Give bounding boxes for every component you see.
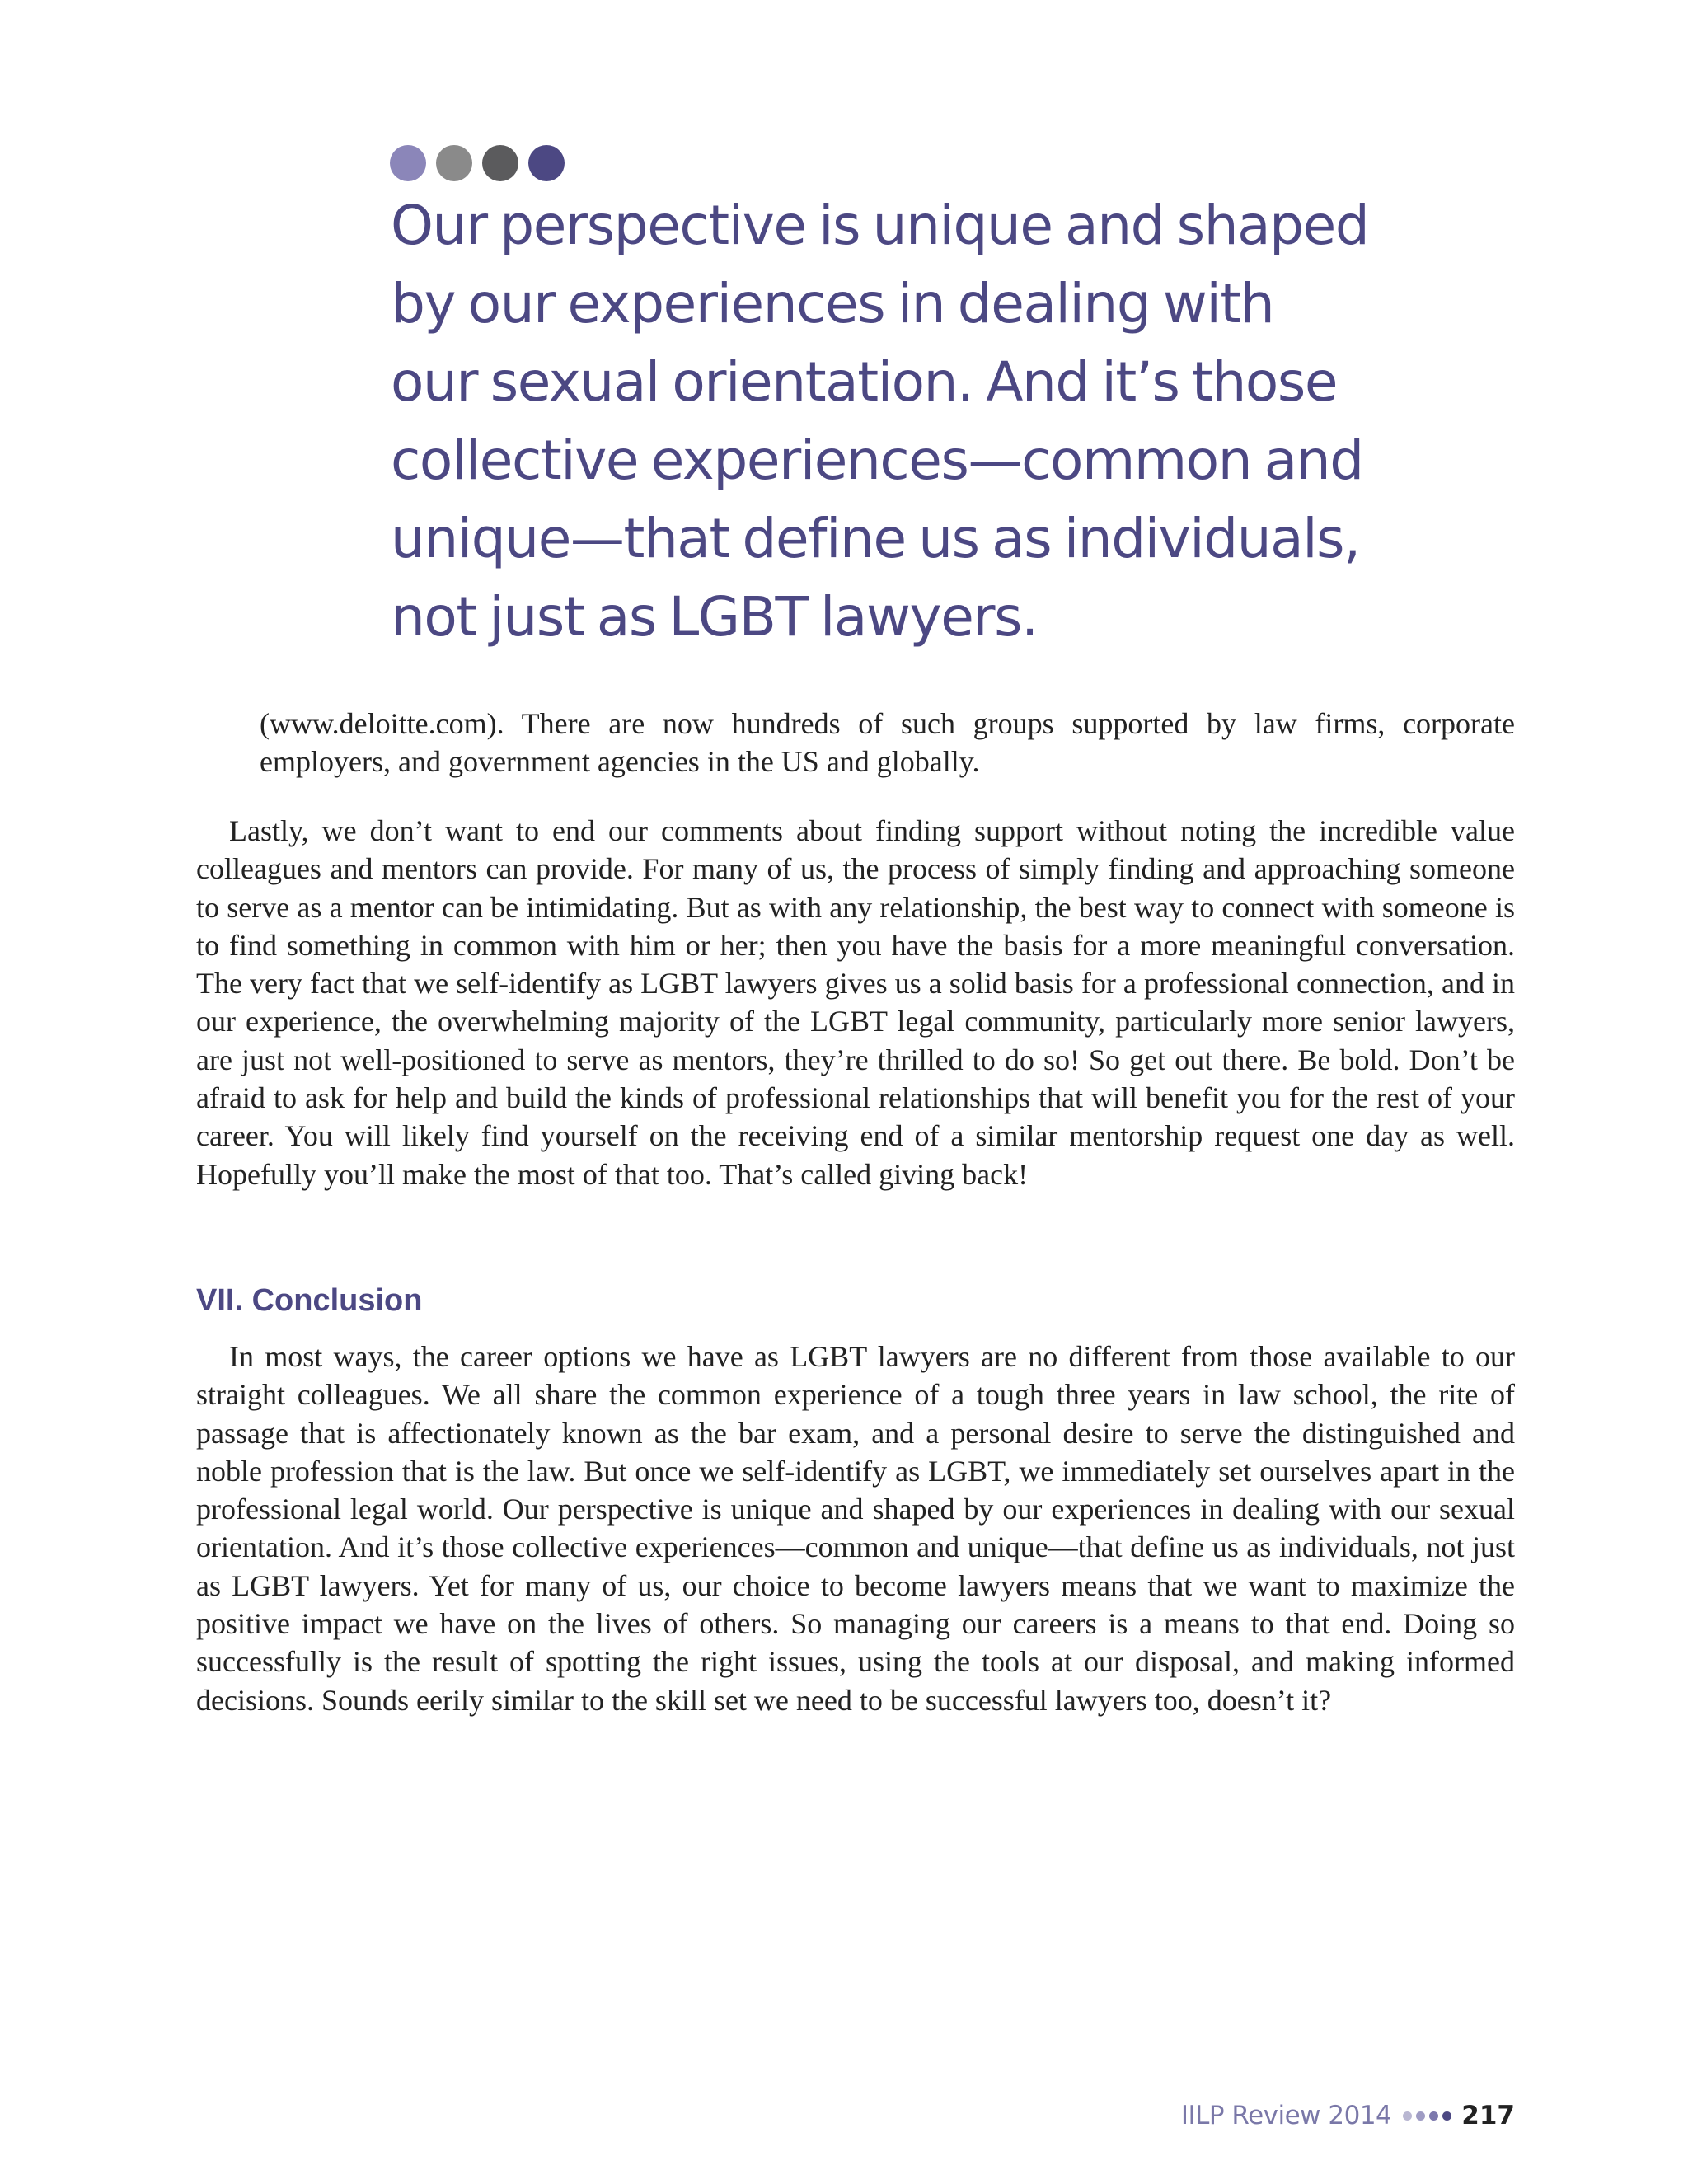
pull-quote-line: our sexual orientation. And it’s those (391, 350, 1338, 414)
page-number: 217 (1461, 2101, 1515, 2130)
pull-quote-line: collective experiences—common and (391, 429, 1363, 492)
section-heading: VII. Conclusion (196, 1283, 423, 1318)
footer-dot-4 (1442, 2111, 1451, 2121)
footer-dot-1 (1403, 2111, 1412, 2121)
footer-dots (1403, 2111, 1451, 2121)
decorative-dot-4 (528, 145, 565, 181)
pull-quote-line: unique—that define us as individuals, (391, 507, 1360, 570)
pull-quote-line: not just as LGBT lawyers. (391, 585, 1038, 649)
mentorship-paragraph: Lastly, we don’t want to end our comments about finding support without noting the incredible value colleagues and mentors can provide. For many of us, the process of simply finding and approaching someone to serve as a mentor can be intimidating. But as with any relationship, the best way to connect with someone is to find something in common with him or her; then you have the basis for a more meaningful conversation. The very fact that we self-identify as LGBT lawyers gives us a solid basis for a professional connection, and in our experience, the overwhelming majority of the LGBT legal community, particularly more senior lawyers, are just not well-positioned to serve as mentors, they’re thrilled to do so! So get out there. Be bold. Don’t be afraid to ask for help and build the kinds of professional relationships that will benefit you for the rest of your career. You will likely find yourself on the receiving end of a similar mentorship request one day as well. Hopefully you’ll make the most of that too. That’s called giving back! (196, 814, 1515, 1191)
pull-quote-dots (390, 145, 565, 181)
footer-dot-2 (1416, 2111, 1425, 2121)
continuation-paragraph: (www.deloitte.com). There are now hundreds of such groups supported by law firms, corporate employers, and government agencies in the US and globally. (260, 707, 1515, 779)
page-footer (1181, 2099, 1515, 2132)
pull-quote-line: by our experiences in dealing with (391, 272, 1274, 335)
decorative-dot-1 (390, 145, 426, 181)
journal-title: IILP Review 2014 (1180, 2101, 1392, 2130)
decorative-dot-2 (436, 145, 472, 181)
decorative-dot-3 (482, 145, 518, 181)
conclusion-paragraph: In most ways, the career options we have as LGBT lawyers are no different from those available to our straight colleagues. We all share the common experience of a tough three years in law school, the rite of passage that is affectionately known as the bar exam, and a personal desire to serve the distinguished and noble profession that is the law. But once we self-identify as LGBT, we immediately set ourselves apart in the professional legal world. Our perspective is unique and shaped by our experiences in dealing with our sexual orientation. And it’s those collective experiences—common and unique—that define us as individuals, not just as LGBT lawyers. Yet for many of us, our choice to become lawyers means that we want to maximize the positive impact we have on the lives of others. So managing our careers is a means to that end. Doing so successfully is the result of spotting the right issues, using the tools at our disposal, and making informed decisions. Sounds eerily similar to the skill set we need to be successful lawyers too, doesn’t it? (196, 1340, 1515, 1717)
footer-dot-3 (1429, 2111, 1438, 2121)
pull-quote (391, 186, 1369, 656)
pull-quote-line: Our perspective is unique and shaped (391, 194, 1369, 257)
